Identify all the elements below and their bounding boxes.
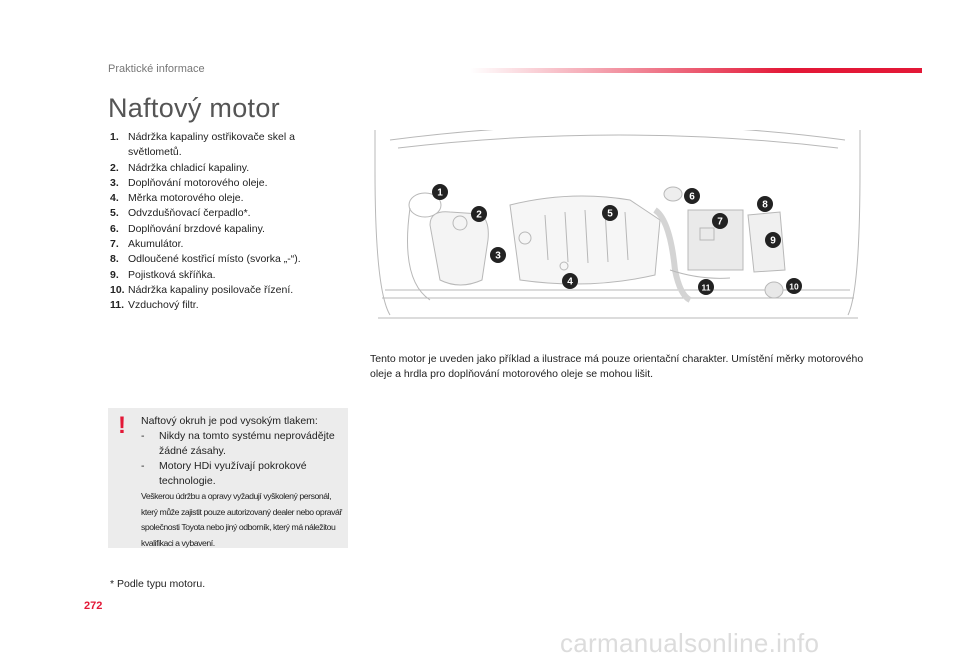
- marker-2: [471, 206, 487, 222]
- item-label: Pojistková skříňka.: [128, 268, 216, 281]
- marker-4: [562, 273, 578, 289]
- marker-label: 7: [717, 216, 723, 228]
- marker-label: 3: [495, 250, 501, 262]
- item-number: 7.: [110, 238, 119, 251]
- item-number: 8.: [110, 253, 119, 266]
- marker-3: [490, 247, 506, 263]
- marker-11: [698, 279, 714, 295]
- marker-6: [684, 188, 700, 204]
- list-item: [110, 191, 350, 206]
- watermark: carmanualsonline.info: [560, 628, 820, 658]
- list-item: [110, 237, 350, 252]
- item-number: 1.: [110, 131, 119, 143]
- item-label: Měrka motorového oleje.: [128, 192, 244, 205]
- item-label: Odloučené kostřicí místo (svorka „-“).: [128, 253, 301, 266]
- footnote: * Podle typu motoru.: [110, 578, 206, 590]
- header-accent-bar: [470, 68, 922, 73]
- engine-bay-illustration: [370, 130, 865, 320]
- component-list: [110, 130, 350, 314]
- list-item: [110, 161, 350, 176]
- marker-5: [602, 205, 618, 221]
- marker-1: [432, 184, 448, 200]
- marker-8: [757, 196, 773, 212]
- list-item: [110, 130, 350, 161]
- item-number: 5.: [110, 207, 119, 220]
- warning-box: [108, 408, 348, 548]
- list-item: [110, 222, 350, 237]
- item-number: 10.: [110, 283, 125, 296]
- item-label: Vzduchový filtr.: [128, 299, 199, 312]
- warning-body: [141, 414, 346, 551]
- warning-item-text: Motory HDi využívají pokrokové technologie.: [159, 460, 307, 487]
- marker-label: 11: [701, 282, 711, 293]
- item-label: Doplňování brzdové kapaliny.: [128, 222, 265, 235]
- warning-item: [141, 459, 346, 489]
- item-label: Odvzdušňovací čerpadlo*.: [128, 207, 251, 220]
- illustration-caption: Tento motor je uveden jako příklad a ilustrace má pouze orientační charakter. Umístění měrky motorového oleje a hrdla pro doplňování motorového oleje se mohou lišit.: [370, 353, 864, 380]
- marker-label: 8: [762, 199, 768, 211]
- warning-intro: Naftový okruh je pod vysokým tlakem:: [141, 415, 318, 427]
- warning-dash: -: [141, 460, 145, 472]
- warning-note: Veškerou údržbu a opravy vyžadují vyškolený personál, který může zajistit pouze autorizovaný dealer nebo opravář společnosti Toyota nebo jiný odborník, který má náležitou kvalifikaci a vybavení.: [141, 491, 342, 548]
- item-number: 6.: [110, 222, 119, 235]
- section-header: Praktické informace: [108, 63, 205, 75]
- item-number: 2.: [110, 161, 119, 174]
- marker-label: 4: [567, 276, 573, 288]
- warning-item: [141, 429, 346, 459]
- item-label: Nádržka kapaliny ostřikovače skel a světlometů.: [128, 131, 295, 159]
- marker-label: 9: [770, 235, 776, 247]
- warning-item-text: Nikdy na tomto systému neprovádějte žádné zásahy.: [159, 430, 335, 457]
- list-item: [110, 298, 350, 313]
- item-number: 3.: [110, 176, 119, 189]
- marker-label: 2: [476, 209, 482, 221]
- marker-10: [786, 278, 802, 294]
- item-label: Nádržka kapaliny posilovače řízení.: [128, 283, 294, 296]
- marker-label: 5: [607, 208, 613, 220]
- page-number: 272: [84, 600, 103, 612]
- item-number: 9.: [110, 268, 119, 281]
- item-number: 4.: [110, 192, 119, 205]
- list-item: [110, 206, 350, 221]
- marker-7: [712, 213, 728, 229]
- marker-9: [765, 232, 781, 248]
- item-label: Doplňování motorového oleje.: [128, 176, 268, 189]
- list-item: [110, 283, 350, 298]
- marker-label: 10: [789, 281, 799, 292]
- list-item: [110, 176, 350, 191]
- warning-icon: !: [118, 412, 126, 439]
- list-item: [110, 252, 350, 267]
- item-number: 11.: [110, 299, 125, 312]
- marker-label: 6: [689, 191, 695, 203]
- marker-label: 1: [437, 187, 443, 199]
- warning-dash: -: [141, 430, 145, 442]
- item-label: Akumulátor.: [128, 238, 184, 251]
- item-label: Nádržka chladicí kapaliny.: [128, 161, 250, 174]
- list-item: [110, 268, 350, 283]
- page-title: Naftový motor: [108, 93, 280, 123]
